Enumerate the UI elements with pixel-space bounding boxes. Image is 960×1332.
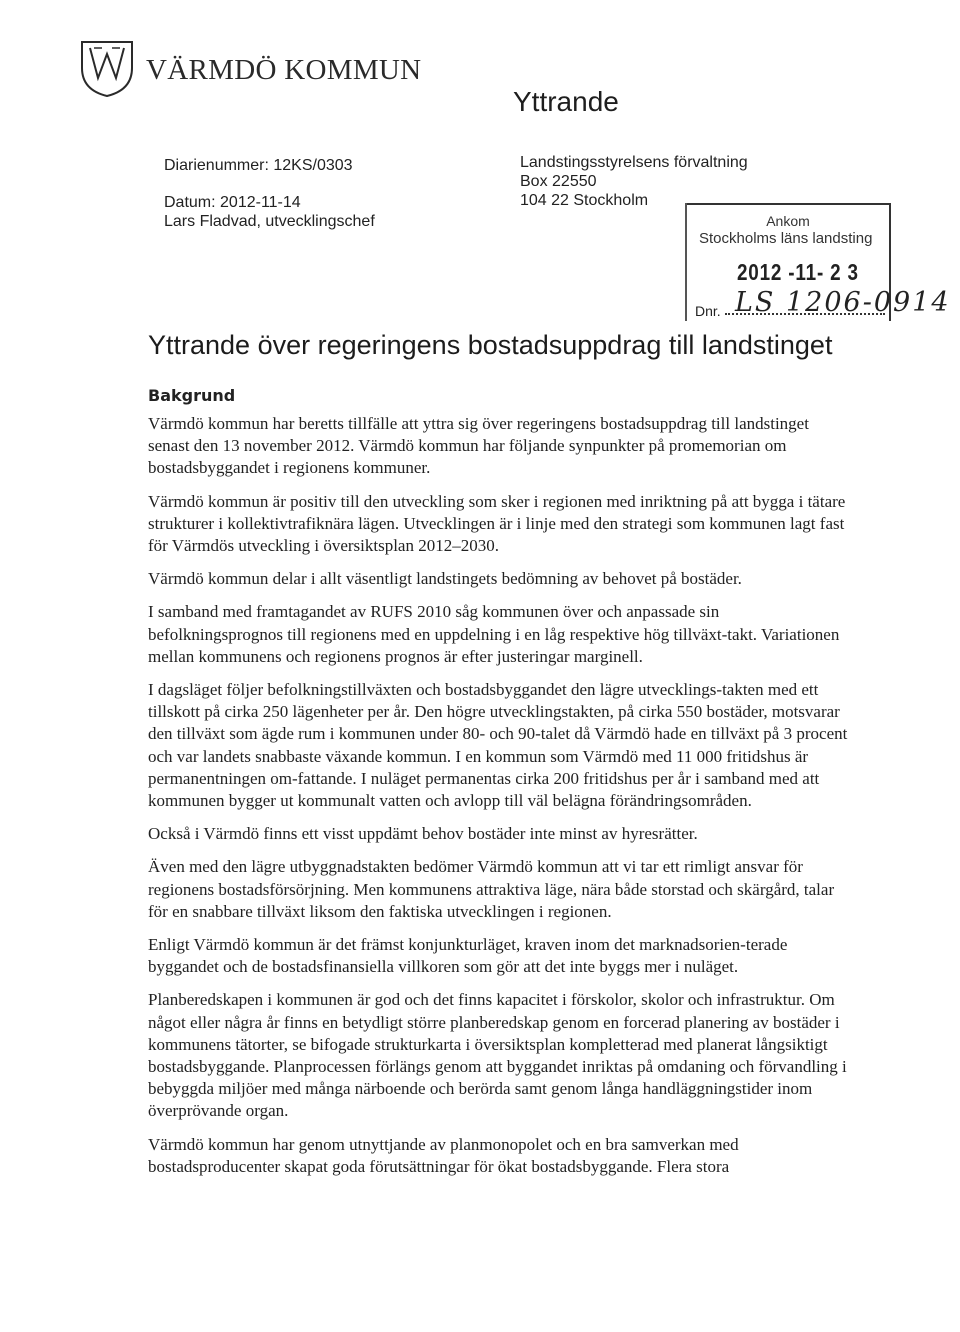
varmdo-crest-icon: [78, 38, 136, 98]
stamp-dnr-label: Dnr.: [695, 303, 721, 319]
author-line: Lars Fladvad, utvecklingschef: [164, 213, 375, 230]
stamp-date: 2012 -11- 2 3: [737, 259, 859, 285]
recipient-address: [520, 153, 748, 210]
section-heading: Bakgrund: [148, 386, 236, 405]
organization-logo-text: VÄRMDÖ KOMMUN: [146, 54, 422, 86]
received-stamp: [685, 203, 951, 321]
diarienummer: Diarienummer: 12KS/0303: [164, 157, 353, 174]
date-line: Datum: 2012-11-14: [164, 194, 301, 211]
paragraph: Värmdö kommun är positiv till den utveckling som sker i regionen med inriktning på att bygga i tätare strukturer i kollektivtrafiknära lägen. Utvecklingen är i linje med den strategi som kommunen lagt fast för Värmdös utveckling i översiktsplan 2012–2030.: [148, 491, 846, 556]
paragraph: Också i Värmdö finns ett visst uppdämt behov bostäder inte minst av hyresrätter.: [148, 824, 698, 844]
paragraph: Planberedskapen i kommunen är god och det finns kapacitet i förskolor, skolor och infrastruktur. Om något eller några år finns en betydligt större planberedskap genom en forcerad planering av bostäder i kommunens tätorter, se bifogade strukturkarta i översiktsplan kompletterad med planerat långsiktigt bostadsbyggande. Planprocessen förlängs genom att byggandet inriktas på omdaning och förvandling i bebyggda miljöer med många närboende och berörda samt genom långa handläggningstider inom överprövande organ.: [148, 990, 847, 1121]
paragraph: Värmdö kommun har genom utnyttjande av planmonopolet och en bra samverkan med bostadsproducenter skapat goda förutsättningar för ökat bostadsbyggande. Flera stora: [148, 1134, 739, 1176]
recipient-city: 104 22 Stockholm: [520, 192, 649, 209]
paragraph: Värmdö kommun har beretts tillfälle att yttra sig över regeringens bostadsuppdrag till landstinget senast den 13 november 2012. Värmdö kommun har följande synpunkter på promemorian om bostadsbyggandet i regionens kommuner.: [148, 414, 809, 478]
body-text: [148, 413, 848, 1189]
stamp-organization: Stockholms läns landsting: [699, 230, 873, 247]
recipient-org: Landstingsstyrelsens förvaltning: [520, 154, 748, 171]
stamp-handwritten-dnr: LS 1206-0914: [735, 287, 951, 318]
paragraph: Även med den lägre utbyggnadstakten bedömer Värmdö kommun att vi tar ett rimligt ansvar för regionens bostadsförsörjning. Men kommunens attraktiva läge, nära både storstad och skärgård, talar för en snabbare tillväxt liksom den faktiska utvecklingen i regionen.: [148, 857, 835, 921]
recipient-box: Box 22550: [520, 173, 597, 190]
paragraph: I samband med framtagandet av RUFS 2010 såg kommunen över och anpassade sin befolkningsprognos till regionens med en uppdelning i en låg respektive hög tillväxt-takt. Variationen mellan kommunens och regionens prognos är efter justeringar marginell.: [148, 602, 840, 666]
stamp-border: [685, 203, 891, 205]
document-type-title: Yttrande: [513, 86, 619, 117]
page-title: Yttrande över regeringens bostadsuppdrag till landstinget: [148, 330, 833, 360]
paragraph: Enligt Värmdö kommun är det främst konjunkturläget, kraven inom det marknadsorien-terade byggandet och de bostadsfinansiella villkoren som gör att det inte byggs mer i nuläget.: [148, 935, 788, 977]
paragraph: I dagsläget följer befolkningstillväxten och bostadsbyggandet den lägre utvecklings-takten med ett tillskott på cirka 250 lägenheter per år. Den högre utvecklingstakten, på cirka 550 bostäder, motsvarar den tillväxt som ägde rum i kommunen under 80- och 90-talet då Värmdö hade en tillväxt på 3 procent och var landets snabbaste växande kommun. I en kommun som Värmdö med 11 000 fritidshus är permanentningen om-fattande. I nuläget permanentas cirka 200 fritidshus per år i samband med att kommunen bygger ut kommunalt vatten och avlopp till väl belägna förändringsområden.: [148, 680, 848, 811]
stamp-ankom: Ankom: [766, 213, 810, 229]
paragraph: Värmdö kommun delar i allt väsentligt landstingets bedömning av behovet på bostäder.: [148, 569, 742, 589]
